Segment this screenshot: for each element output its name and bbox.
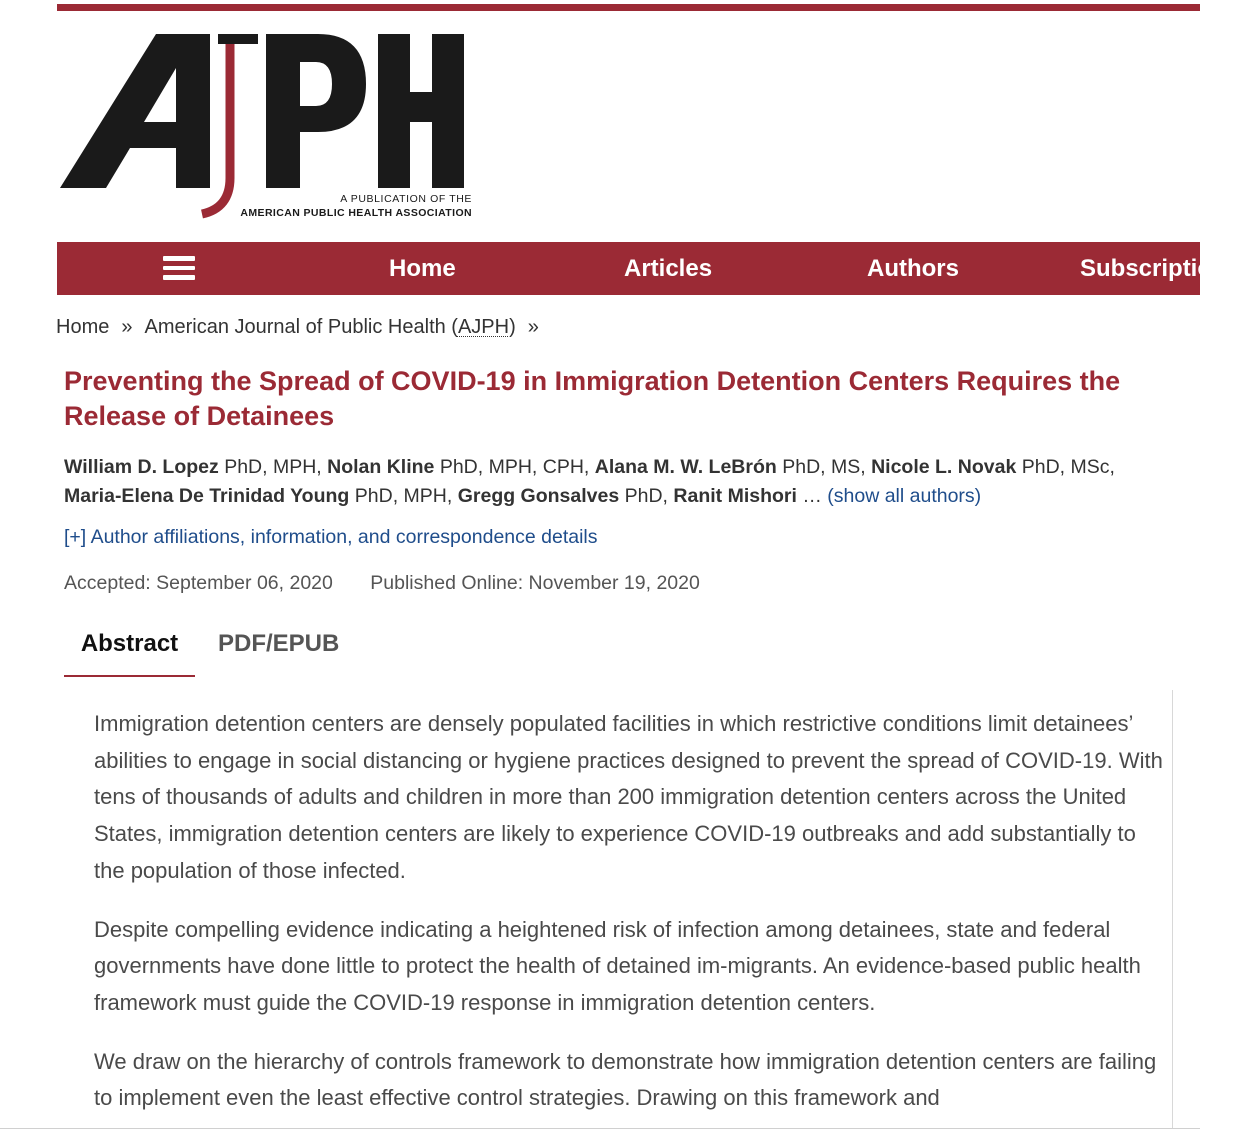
- abstract-body: [94, 706, 1169, 1139]
- nav-authors[interactable]: Authors: [867, 255, 959, 282]
- breadcrumb-home[interactable]: Home: [56, 316, 110, 338]
- tab-pdf-epub[interactable]: PDF/EPUB: [218, 630, 340, 657]
- author-credentials: PhD,: [624, 485, 668, 507]
- author-credentials: PhD, MS,: [782, 456, 866, 478]
- author-name[interactable]: Alana M. W. LeBrón: [594, 456, 777, 478]
- top-accent-bar: [57, 4, 1200, 11]
- content-divider: [1172, 690, 1173, 1130]
- journal-abbreviation: AJPH: [457, 316, 510, 338]
- author-affiliations-toggle[interactable]: [+] Author affiliations, information, and correspondence details: [64, 526, 598, 548]
- author-credentials: PhD, MSc,: [1021, 456, 1115, 478]
- author-credentials: …: [802, 485, 822, 507]
- published-date: Published Online: November 19, 2020: [370, 572, 700, 594]
- breadcrumb-separator: »: [527, 316, 539, 338]
- ajph-logo-mark: [60, 28, 470, 218]
- author-credentials: PhD, MPH,: [354, 485, 453, 507]
- tab-abstract[interactable]: Abstract: [64, 630, 195, 677]
- abstract-paragraph: Immigration detention centers are densely populated facilities in which restrictive conditions limit detainees’ abilities to engage in social distancing or hygiene practices designed to prevent the spread of COVID-19. With tens of thousands of adults and children in more than 200 immigration detention centers across the United States, immigration detention centers are likely to experience COVID-19 outbreaks and add substantially to the population of those infected.: [94, 711, 1163, 883]
- author-credentials: PhD, MPH, CPH,: [439, 456, 590, 478]
- author-list: [64, 453, 1184, 511]
- breadcrumb-journal[interactable]: American Journal of Public Health (AJPH): [144, 316, 516, 338]
- main-navbar: [57, 242, 1240, 295]
- breadcrumb-separator: »: [121, 316, 133, 338]
- nav-articles[interactable]: Articles: [624, 255, 713, 282]
- ajph-logo[interactable]: [60, 28, 480, 223]
- hamburger-menu-icon[interactable]: [163, 254, 195, 282]
- accepted-date: Accepted: September 06, 2020: [64, 572, 333, 594]
- author-name[interactable]: Ranit Mishori: [673, 485, 797, 507]
- article-title: Preventing the Spread of COVID-19 in Immigration Detention Centers Requires the Release of Detainees: [64, 366, 1121, 431]
- viewport-bottom-edge: [0, 1128, 1200, 1146]
- show-all-authors-link[interactable]: (show all authors): [827, 485, 982, 507]
- abstract-paragraph: We draw on the hierarchy of controls framework to demonstrate how immigration detention centers are failing to implement even the least effective control strategies. Drawing on this framework and: [94, 1048, 1157, 1111]
- nav-home[interactable]: Home: [389, 255, 456, 282]
- article-dates: [64, 572, 700, 595]
- author-name[interactable]: Gregg Gonsalves: [457, 485, 620, 507]
- logo-tagline: [226, 192, 472, 220]
- nav-subscriptions[interactable]: Subscriptions: [1080, 255, 1240, 282]
- tagline-line-2: AMERICAN PUBLIC HEALTH ASSOCIATION: [240, 207, 472, 219]
- author-name[interactable]: Maria-Elena De Trinidad Young: [64, 485, 350, 507]
- breadcrumb: [56, 316, 551, 339]
- author-name[interactable]: Nicole L. Novak: [871, 456, 1017, 478]
- author-name[interactable]: Nolan Kline: [327, 456, 435, 478]
- abstract-paragraph: Despite compelling evidence indicating a heightened risk of infection among detainees, state and federal governments have done little to protect the health of detained im-migrants. An evidence-based public health framework must guide the COVID-19 response in immigration detention centers.: [94, 916, 1141, 1015]
- author-credentials: PhD, MPH,: [224, 456, 322, 478]
- author-name[interactable]: William D. Lopez: [64, 456, 219, 478]
- tagline-line-1: A PUBLICATION OF THE: [340, 193, 472, 205]
